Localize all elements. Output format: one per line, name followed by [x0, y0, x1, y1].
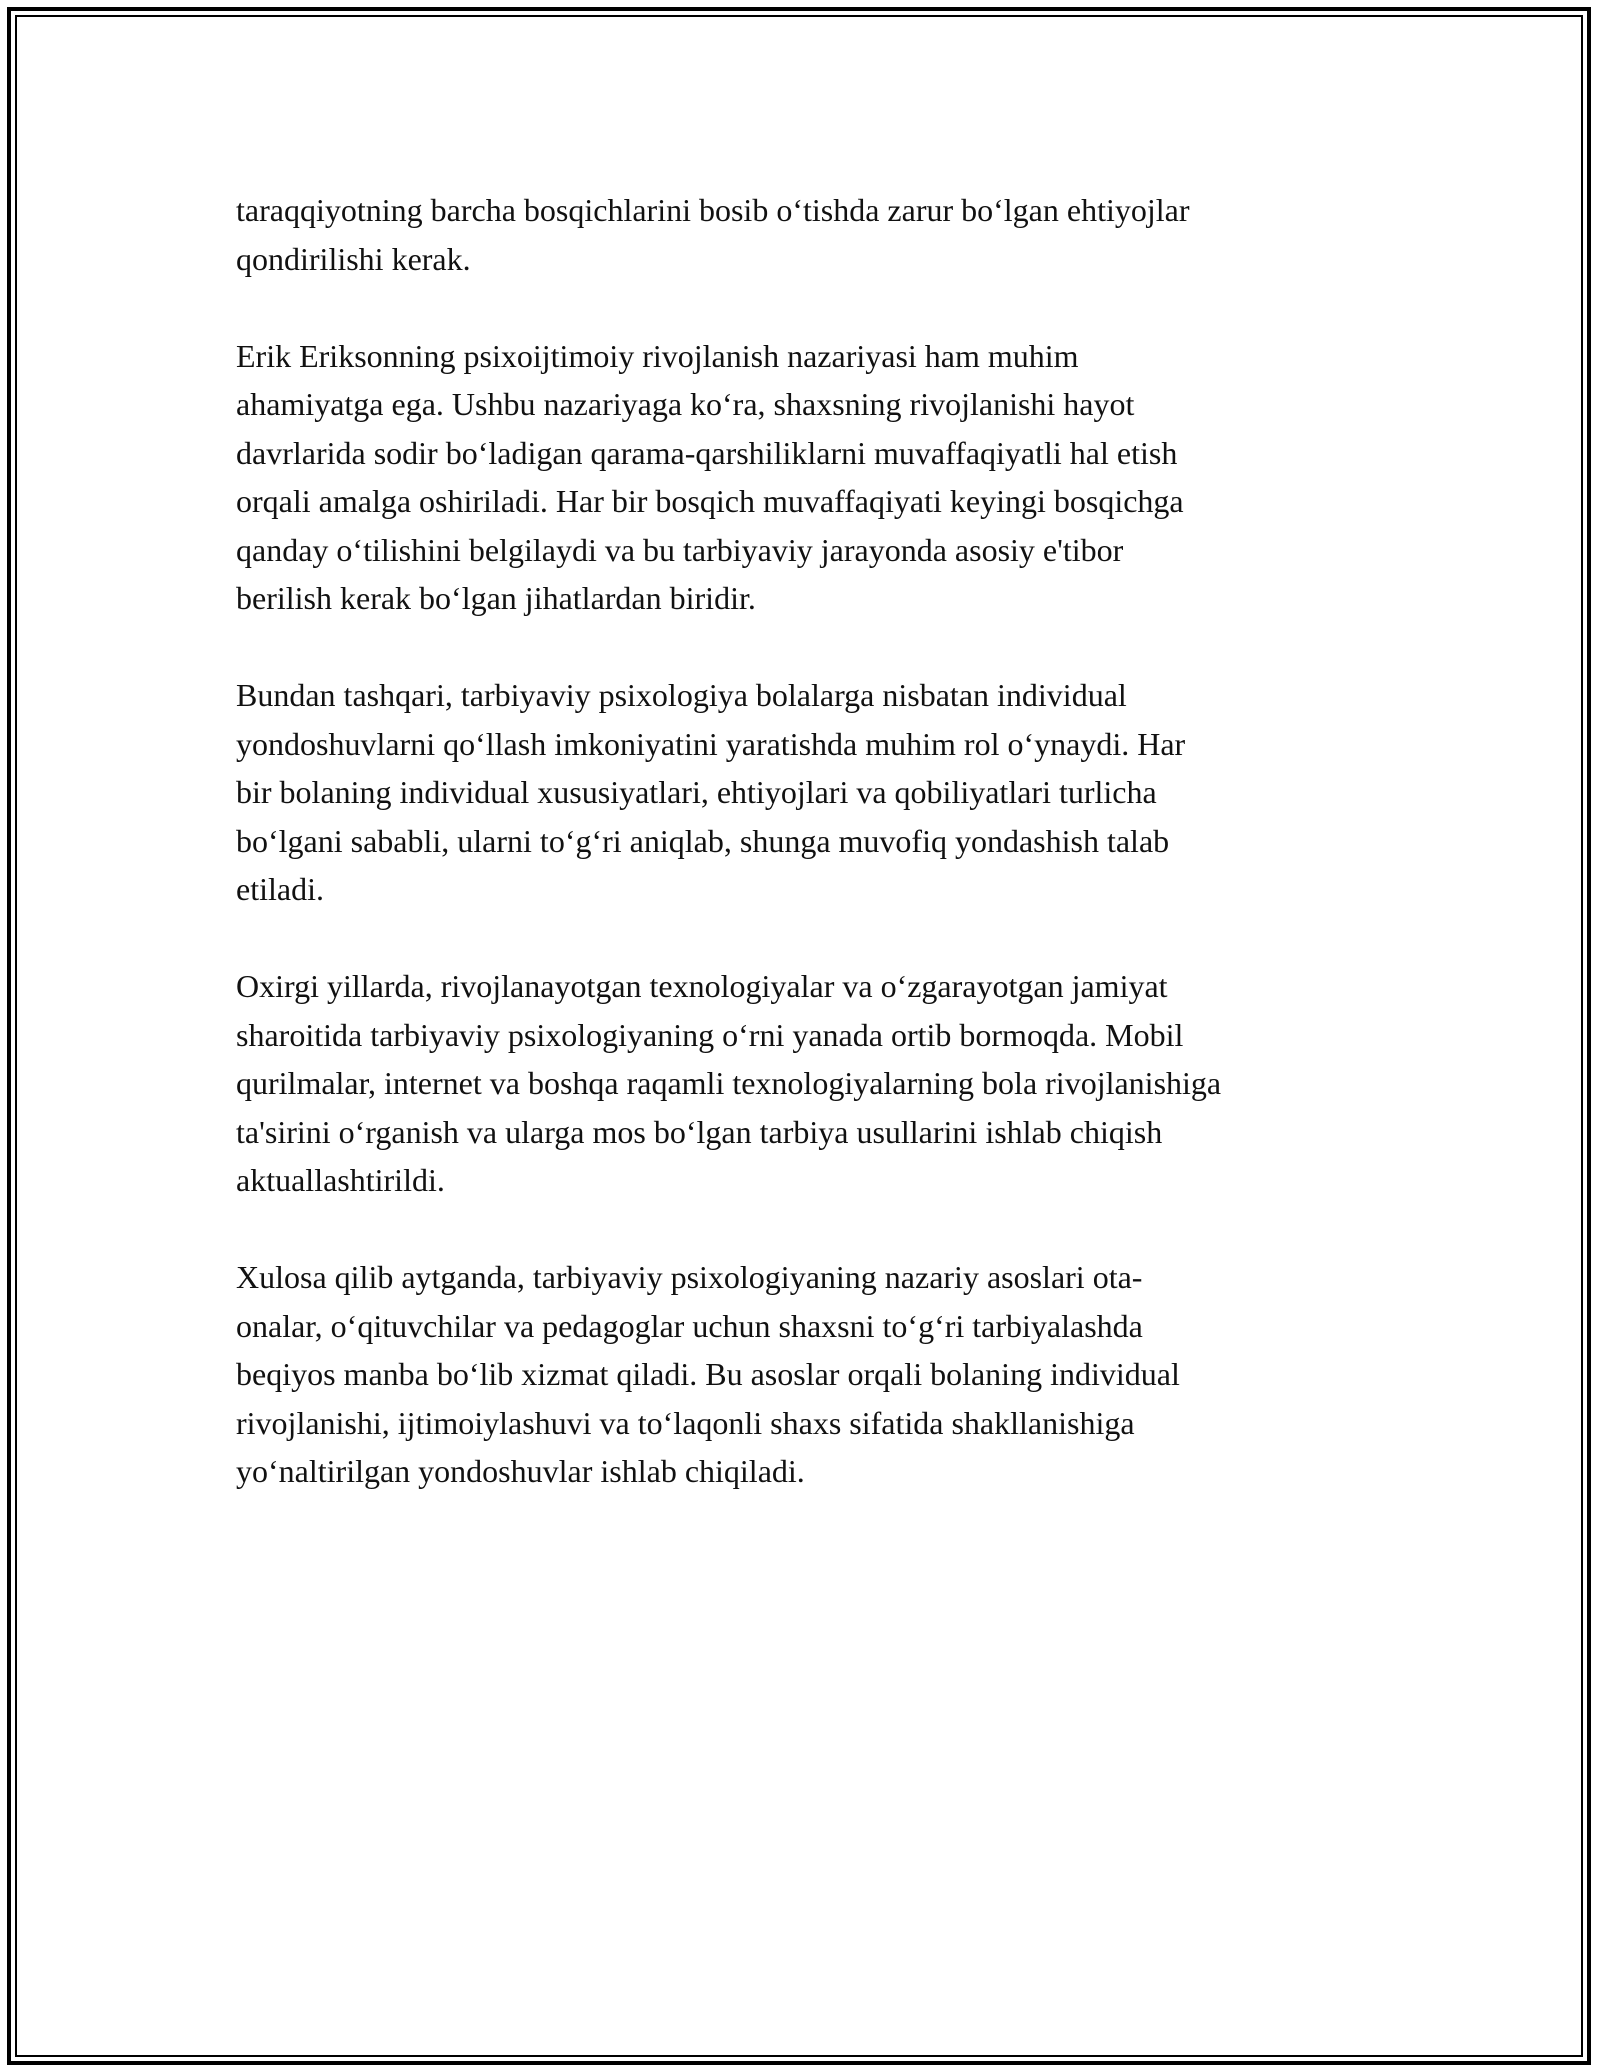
text-line: berilish kerak bo‘lgan jihatlardan biridir. — [236, 580, 756, 616]
text-line: yondoshuvlarni qo‘llash imkoniyatini yaratishda muhim rol o‘ynaydi. Har — [236, 725, 1186, 762]
text-line: onalar, o‘qituvchilar va pedagoglar uchun shaxsni to‘g‘ri tarbiyalashda — [236, 1307, 1143, 1344]
paragraph-4 — [236, 962, 1376, 1205]
text-line: Oxirgi yillarda, rivojlanayotgan texnologiyalar va o‘zgarayotgan jamiyat — [236, 968, 1168, 1004]
text-line: qondirilishi kerak. — [236, 240, 471, 277]
text-line: bo‘lgani sababli, ularni to‘g‘ri aniqlab, shunga muvofiq yondashish talab — [236, 822, 1170, 859]
text-line: bir bolaning individual xususiyatlari, ehtiyojlari va qobiliyatlari turlicha — [236, 774, 1157, 810]
document-body — [236, 186, 1376, 1544]
paragraph-3 — [236, 671, 1376, 914]
text-line: yo‘naltirilgan yondoshuvlar ishlab chiqiladi. — [236, 1453, 805, 1489]
paragraph-1 — [236, 186, 1376, 283]
text-line: davrlarida sodir bo‘ladigan qarama-qarshiliklarni muvaffaqiyatli hal etish — [236, 434, 1178, 471]
text-line: taraqqiyotning barcha bosqichlarini bosib o‘tishda zarur bo‘lgan ehtiyojlar — [236, 192, 1190, 228]
text-line: Erik Eriksonning psixoijtimoiy rivojlanish nazariyasi ham muhim — [236, 337, 1079, 374]
text-line: aktuallashtirildi. — [236, 1162, 445, 1198]
text-line: ahamiyatga ega. Ushbu nazariyaga ko‘ra, shaxsning rivojlanishi hayot — [236, 386, 1135, 422]
text-line: sharoitida tarbiyaviy psixologiyaning o‘rni yanada ortib bormoqda. Mobil — [236, 1016, 1184, 1053]
text-line: qurilmalar, internet va boshqa raqamli texnologiyalarning bola rivojlanishiga — [236, 1065, 1222, 1101]
text-line: beqiyos manba bo‘lib xizmat qiladi. Bu asoslar orqali bolaning individual — [236, 1356, 1180, 1392]
text-line: rivojlanishi, ijtimoiylashuvi va to‘laqonli shaxs sifatida shakllanishiga — [236, 1404, 1135, 1441]
paragraph-5 — [236, 1253, 1376, 1496]
text-line: Xulosa qilib aytganda, tarbiyaviy psixologiyaning nazariy asoslari ota- — [236, 1259, 1143, 1295]
text-line: etiladi. — [236, 871, 324, 907]
text-line: qanday o‘tilishini belgilaydi va bu tarbiyaviy jarayonda asosiy e'tibor — [236, 531, 1124, 568]
text-line: ta'sirini o‘rganish va ularga mos bo‘lgan tarbiya usullarini ishlab chiqish — [236, 1113, 1163, 1150]
paragraph-2 — [236, 332, 1376, 623]
text-line: orqali amalga oshiriladi. Har bir bosqich muvaffaqiyati keyingi bosqichga — [236, 483, 1184, 519]
text-line: Bundan tashqari, tarbiyaviy psixologiya bolalarga nisbatan individual — [236, 677, 1127, 713]
